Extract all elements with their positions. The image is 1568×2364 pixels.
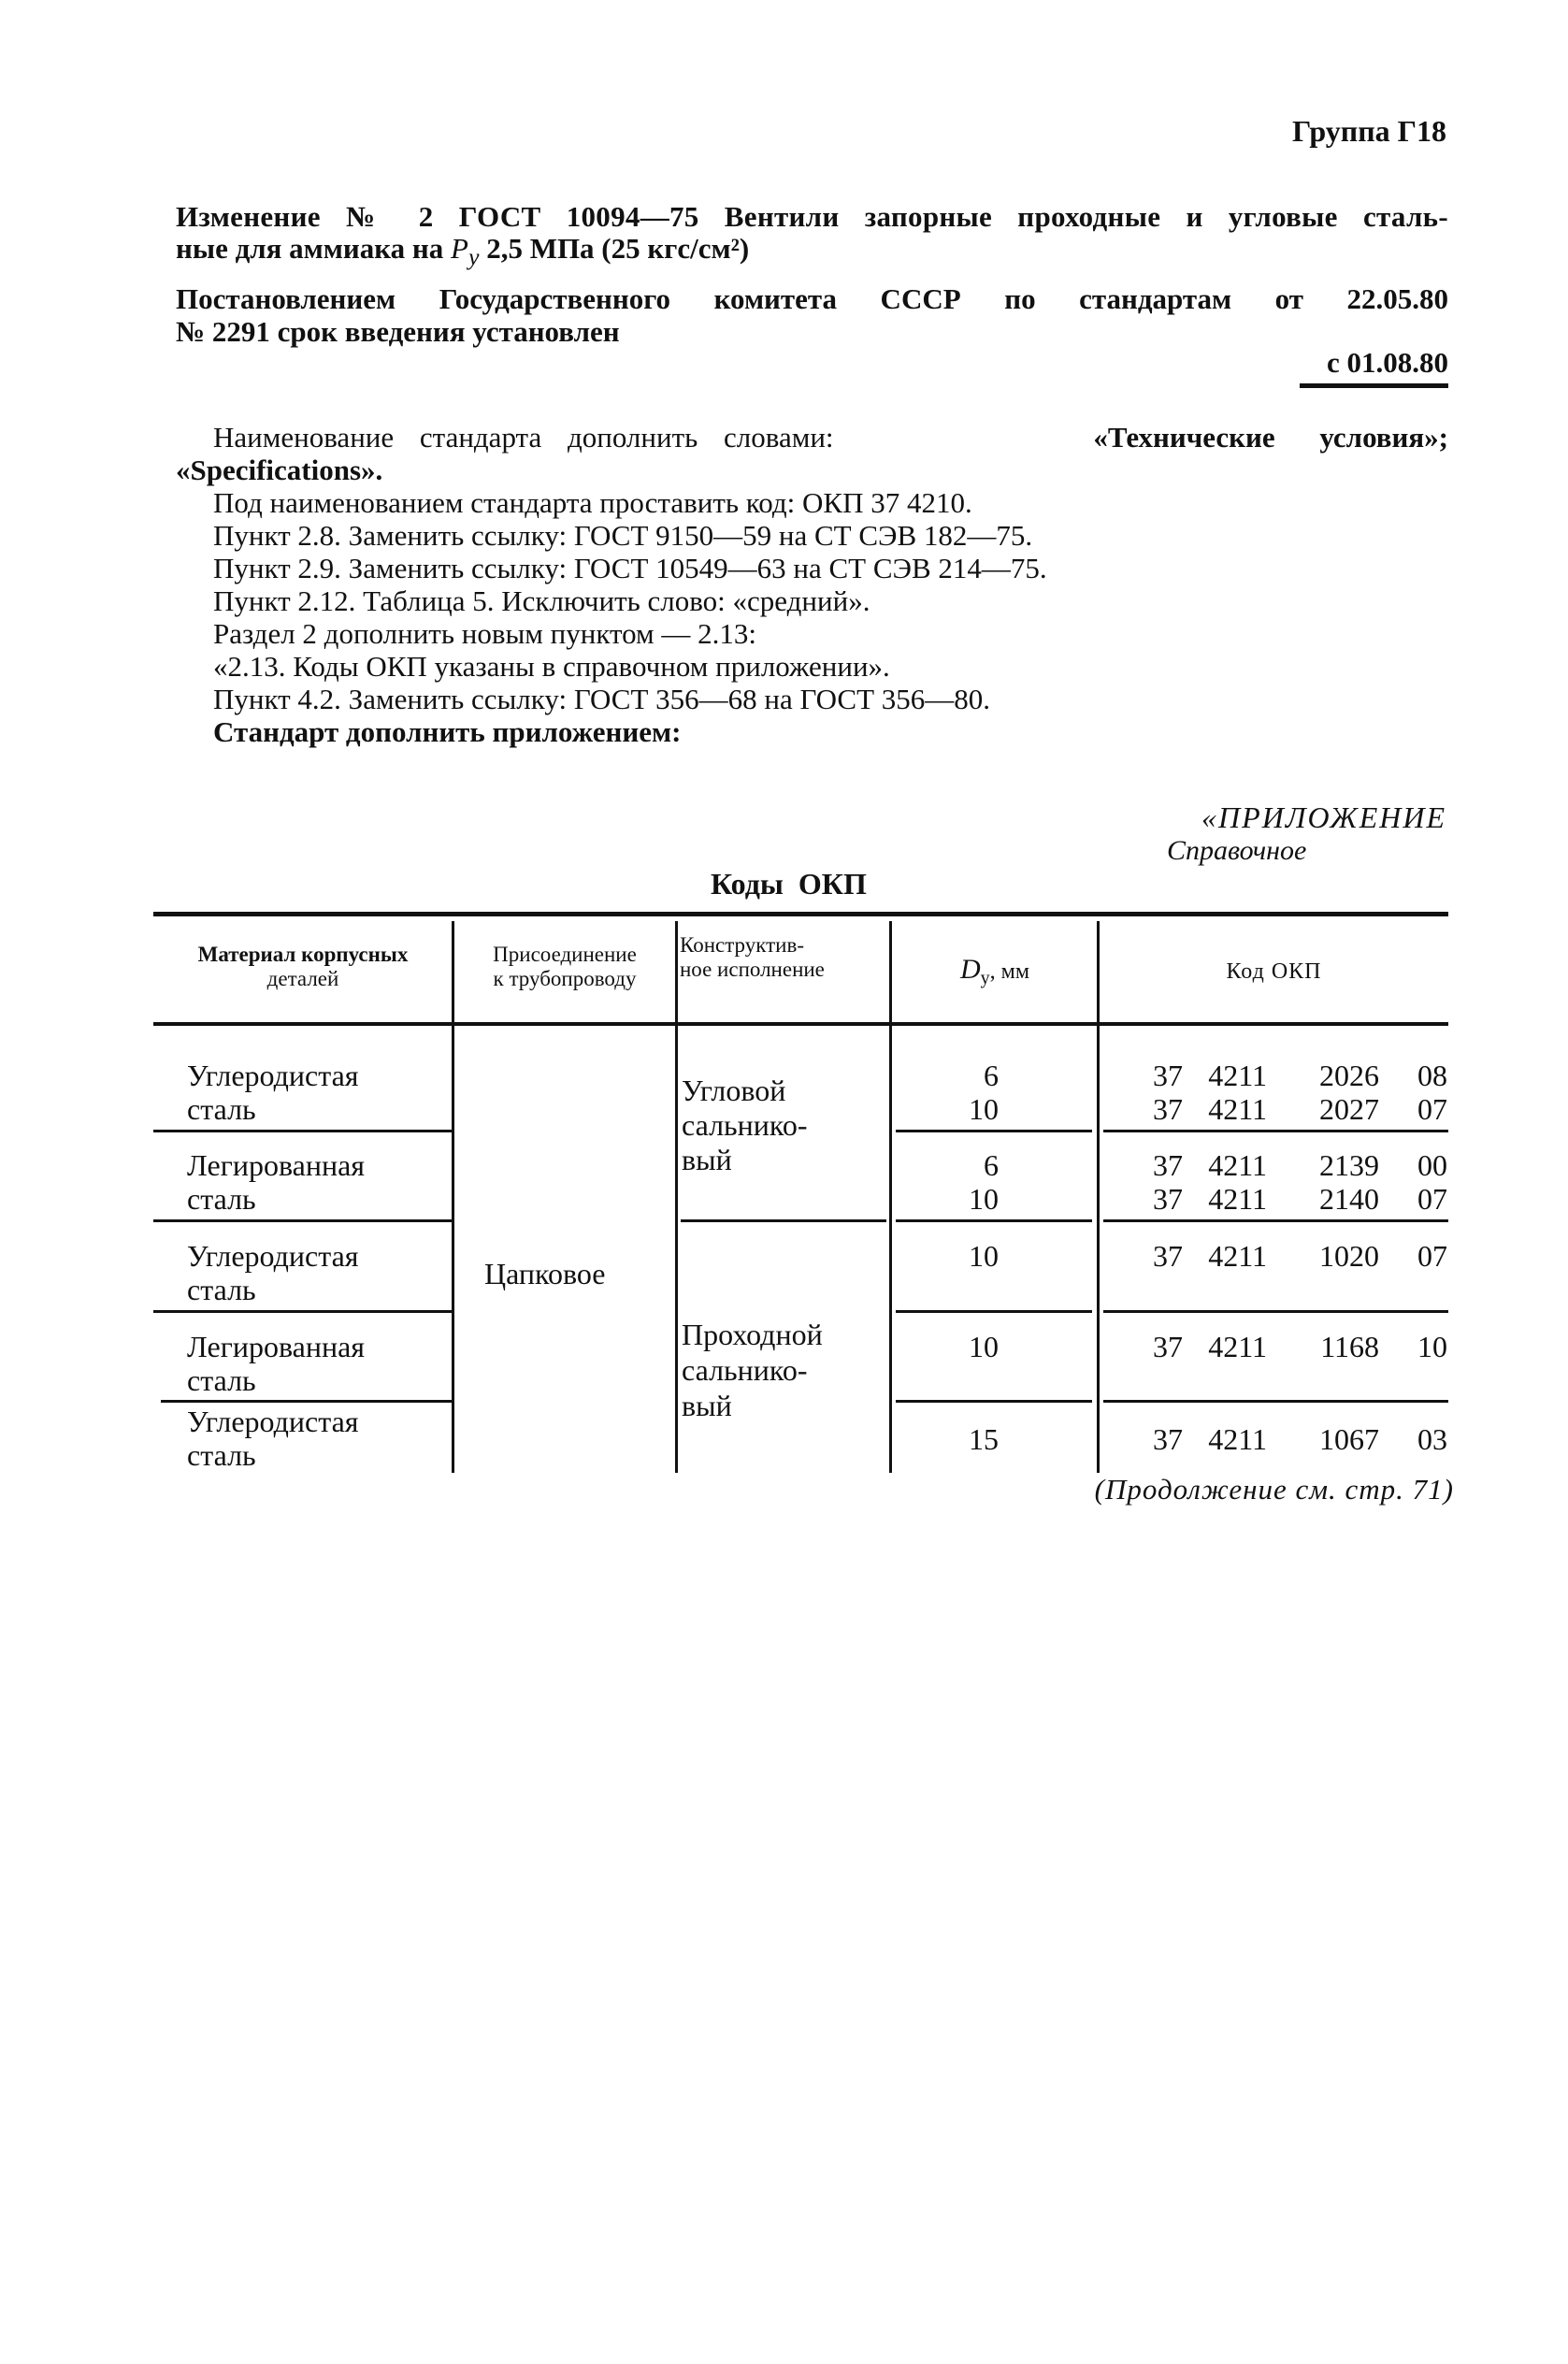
okp-code-part: 2027 <box>1319 1092 1379 1126</box>
title-end: 2,5 МПа (25 кгс/см²) <box>479 232 750 265</box>
okp-code-part: 37 <box>1153 1059 1183 1092</box>
table-top-rule <box>153 912 1448 916</box>
okp-code-part: 1067 <box>1319 1422 1379 1456</box>
design-line: сальнико- <box>682 1353 808 1387</box>
decree-line-2: № 2291 срок введения установлен <box>176 315 620 348</box>
body-line: Пункт 2.12. Таблица 5. Исключить слово: «средний». <box>213 584 870 617</box>
okp-code-part: 4211 <box>1208 1148 1267 1182</box>
okp-code-part: 08 <box>1417 1059 1447 1092</box>
py-symbol: P <box>451 232 468 265</box>
okp-code-part: 4211 <box>1208 1182 1267 1216</box>
material-cell: сталь <box>187 1438 256 1472</box>
design-angle <box>682 1074 807 1177</box>
design-line: вый <box>682 1389 732 1422</box>
header-design-line: Конструктив- <box>680 933 804 957</box>
header-material-line: деталей <box>266 967 339 990</box>
dy-cell: 6 <box>984 1059 999 1092</box>
header-design-line: ное исполнение <box>680 958 825 981</box>
design-line: вый <box>682 1143 732 1176</box>
okp-code-part: 37 <box>1153 1092 1183 1126</box>
okp-code-part: 4211 <box>1208 1422 1267 1456</box>
title-line-2 <box>176 232 1448 273</box>
effective-date: с 01.08.80 <box>1326 346 1448 379</box>
body-line: Пункт 2.8. Заменить ссылку: ГОСТ 9150—59 на СТ СЭВ 182—75. <box>213 519 1033 552</box>
material-cell: сталь <box>187 1092 256 1126</box>
material-cell: Углеродистая <box>187 1239 359 1273</box>
okp-code-part: 03 <box>1417 1422 1447 1456</box>
header-bottom-rule <box>153 1022 1448 1026</box>
okp-code-part: 2139 <box>1319 1148 1379 1182</box>
title-bold: ные <box>176 232 228 265</box>
row-rule <box>1103 1310 1448 1313</box>
body-line-1-bold: «Технические условия»; <box>1093 421 1448 454</box>
body-line: «2.13. Коды ОКП указаны в справочном приложении». <box>213 650 890 683</box>
header-connection <box>454 943 675 991</box>
okp-code-part: 4211 <box>1208 1330 1267 1363</box>
column-divider <box>889 921 892 1473</box>
row-rule <box>896 1219 1092 1222</box>
row-rule <box>153 1130 452 1132</box>
body-last-line: Стандарт дополнить приложением: <box>213 715 682 748</box>
body-line: Раздел 2 дополнить новым пунктом — 2.13: <box>213 617 757 650</box>
material-cell: сталь <box>187 1182 256 1216</box>
dy-cell: 10 <box>969 1239 999 1273</box>
header-connection-line: к трубопроводу <box>493 967 637 990</box>
row-rule <box>896 1310 1092 1313</box>
py-sub: y <box>468 243 480 271</box>
row-rule <box>1103 1400 1448 1403</box>
row-rule <box>1103 1130 1448 1132</box>
body-line-2: «Specifications». <box>176 454 383 486</box>
design-line: сальнико- <box>682 1108 808 1142</box>
okp-code-part: 00 <box>1417 1148 1447 1182</box>
row-rule <box>1103 1219 1448 1222</box>
appendix-label: «ПРИЛОЖЕНИЕ <box>1201 800 1446 834</box>
date-underline <box>1300 383 1448 388</box>
body-line: Под наименованием стандарта проставить код: ОКП 37 4210. <box>213 486 972 519</box>
okp-code-part: 4211 <box>1208 1239 1267 1273</box>
dy-cell: 10 <box>969 1330 999 1363</box>
header-connection-line: Присоединение <box>493 943 637 966</box>
dy-symbol: D <box>959 954 981 985</box>
row-rule <box>153 1310 452 1313</box>
decree-line-1: Постановлением Государственного комитета СССР по стандартам от 22.05.80 <box>176 282 1448 315</box>
design-straight <box>682 1317 823 1423</box>
group-label: Группа Г18 <box>1292 114 1446 148</box>
column-divider <box>452 921 454 1473</box>
row-rule <box>896 1400 1092 1403</box>
body-line-1-text: Наименование стандарта дополнить словами: <box>213 421 834 454</box>
connection-type: Цапковое <box>484 1257 606 1290</box>
continuation-note: (Продолжение см. стр. 71) <box>1094 1473 1454 1506</box>
row-rule <box>161 1400 452 1403</box>
okp-code-part: 37 <box>1153 1330 1183 1363</box>
dy-cell: 10 <box>969 1092 999 1126</box>
okp-code-part: 37 <box>1153 1148 1183 1182</box>
okp-code-part: 37 <box>1153 1422 1183 1456</box>
table-title: Коды ОКП <box>711 867 867 901</box>
okp-code-part: 2026 <box>1319 1059 1379 1092</box>
dy-cell: 15 <box>969 1422 999 1456</box>
row-rule <box>681 1219 886 1222</box>
row-rule <box>153 1219 452 1222</box>
okp-code-part: 4211 <box>1208 1092 1267 1126</box>
header-dy <box>892 954 1098 990</box>
okp-code-part: 4211 <box>1208 1059 1267 1092</box>
header-design <box>680 933 889 982</box>
title-line-1: Изменение № 2 ГОСТ 10094—75 Вентили запорные проходные и угловые сталь- <box>176 200 1448 233</box>
okp-code-part: 07 <box>1417 1092 1447 1126</box>
material-cell: Углеродистая <box>187 1405 359 1438</box>
dy-unit: , мм <box>989 959 1030 984</box>
appendix-sublabel: Справочное <box>1167 835 1307 866</box>
material-cell: Углеродистая <box>187 1059 359 1092</box>
row-rule <box>896 1130 1092 1132</box>
dy-sub: y <box>980 967 990 988</box>
material-cell: Легированная <box>187 1330 365 1363</box>
okp-code-part: 2140 <box>1319 1182 1379 1216</box>
header-material <box>155 943 451 991</box>
body-line: Пункт 4.2. Заменить ссылку: ГОСТ 356—68 на ГОСТ 356—80. <box>213 683 991 715</box>
okp-code-part: 10 <box>1417 1330 1447 1363</box>
material-cell: сталь <box>187 1363 256 1397</box>
design-line: Угловой <box>682 1074 786 1107</box>
dy-cell: 10 <box>969 1182 999 1216</box>
okp-code-part: 07 <box>1417 1239 1447 1273</box>
okp-code-part: 1168 <box>1320 1330 1379 1363</box>
column-divider <box>1097 921 1100 1473</box>
body-line-1 <box>213 421 1448 454</box>
column-divider <box>675 921 678 1473</box>
body-line: Пункт 2.9. Заменить ссылку: ГОСТ 10549—63 на СТ СЭВ 214—75. <box>213 552 1047 584</box>
okp-code-part: 37 <box>1153 1239 1183 1273</box>
okp-code-part: 1020 <box>1319 1239 1379 1273</box>
design-line: Проходной <box>682 1318 823 1351</box>
material-cell: Легированная <box>187 1148 365 1182</box>
header-material-line: Материал корпусных <box>197 943 409 966</box>
header-code: Код ОКП <box>1226 959 1322 984</box>
dy-cell: 6 <box>984 1148 999 1182</box>
okp-code-part: 37 <box>1153 1182 1183 1216</box>
okp-code-part: 07 <box>1417 1182 1447 1216</box>
title-rest: для аммиака на <box>227 232 452 265</box>
material-cell: сталь <box>187 1273 256 1306</box>
